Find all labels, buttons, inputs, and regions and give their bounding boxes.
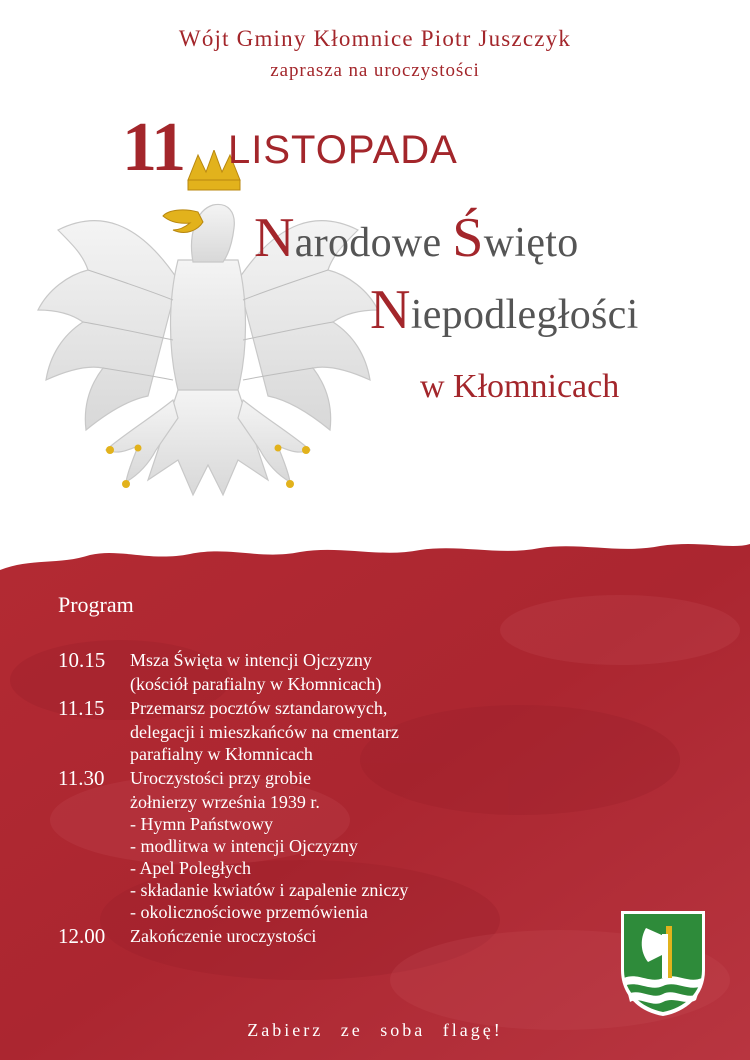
header-host-line: Wójt Gminy Kłomnice Piotr Juszczyk: [178, 26, 572, 51]
date-month: LISTOPADA: [228, 128, 458, 172]
title-word-niepodleglosci: iepodległości: [410, 292, 639, 338]
program-line: parafialny w Kłomnicach: [130, 744, 313, 764]
program-line: - składanie kwiatów i zapalenie zniczy: [130, 880, 409, 900]
program-line: Zakończenie uroczystości: [130, 926, 317, 946]
title-initial-s: Ś: [452, 207, 484, 269]
date-day: 11: [122, 109, 185, 186]
program-time: 11.30: [58, 766, 105, 790]
title-initial-n2: N: [370, 279, 411, 341]
program-line: - Apel Poległych: [130, 858, 251, 878]
program-list: [58, 648, 678, 950]
program-item: [58, 648, 678, 695]
program-time: 10.15: [58, 648, 106, 672]
title-word-narodowe: arodowe: [294, 220, 453, 266]
header-invitation-line: zaprasza na uroczystości: [270, 60, 480, 81]
program-line: - Hymn Państwowy: [130, 814, 273, 834]
title-word-swieto: więto: [483, 220, 579, 266]
program-line: żołnierzy września 1939 r.: [130, 792, 320, 812]
program-line: Msza Święta w intencji Ojczyzny: [130, 650, 372, 670]
program-line: Uroczystości przy grobie: [130, 768, 311, 788]
program-line: - okolicznościowe przemówienia: [130, 902, 368, 922]
program-line: delegacji i mieszkańców na cmentarz: [130, 722, 399, 742]
program-line: (kościół parafialny w Kłomnicach): [130, 674, 382, 694]
title-initial-n: N: [254, 207, 295, 269]
program-item: [58, 696, 678, 765]
footer-slogan: Zabierz ze soba flagę!: [247, 1020, 503, 1040]
title-location: w Kłomnicach: [420, 368, 620, 405]
program-time: 11.15: [58, 696, 105, 720]
program-item: [58, 766, 678, 923]
program-heading: Program: [58, 592, 134, 617]
program-description: [130, 696, 399, 765]
coat-of-arms-icon: [618, 908, 708, 1018]
program-description: [130, 766, 408, 923]
program-line: Przemarsz pocztów sztandarowych,: [130, 698, 388, 718]
program-line: - modlitwa w intencji Ojczyzny: [130, 836, 358, 856]
program-time: 12.00: [58, 924, 106, 948]
program-description: [130, 648, 381, 695]
program-item: [58, 924, 678, 949]
title-line-2: [370, 278, 639, 342]
program-description: [130, 924, 316, 949]
title-line-1: [254, 206, 579, 270]
